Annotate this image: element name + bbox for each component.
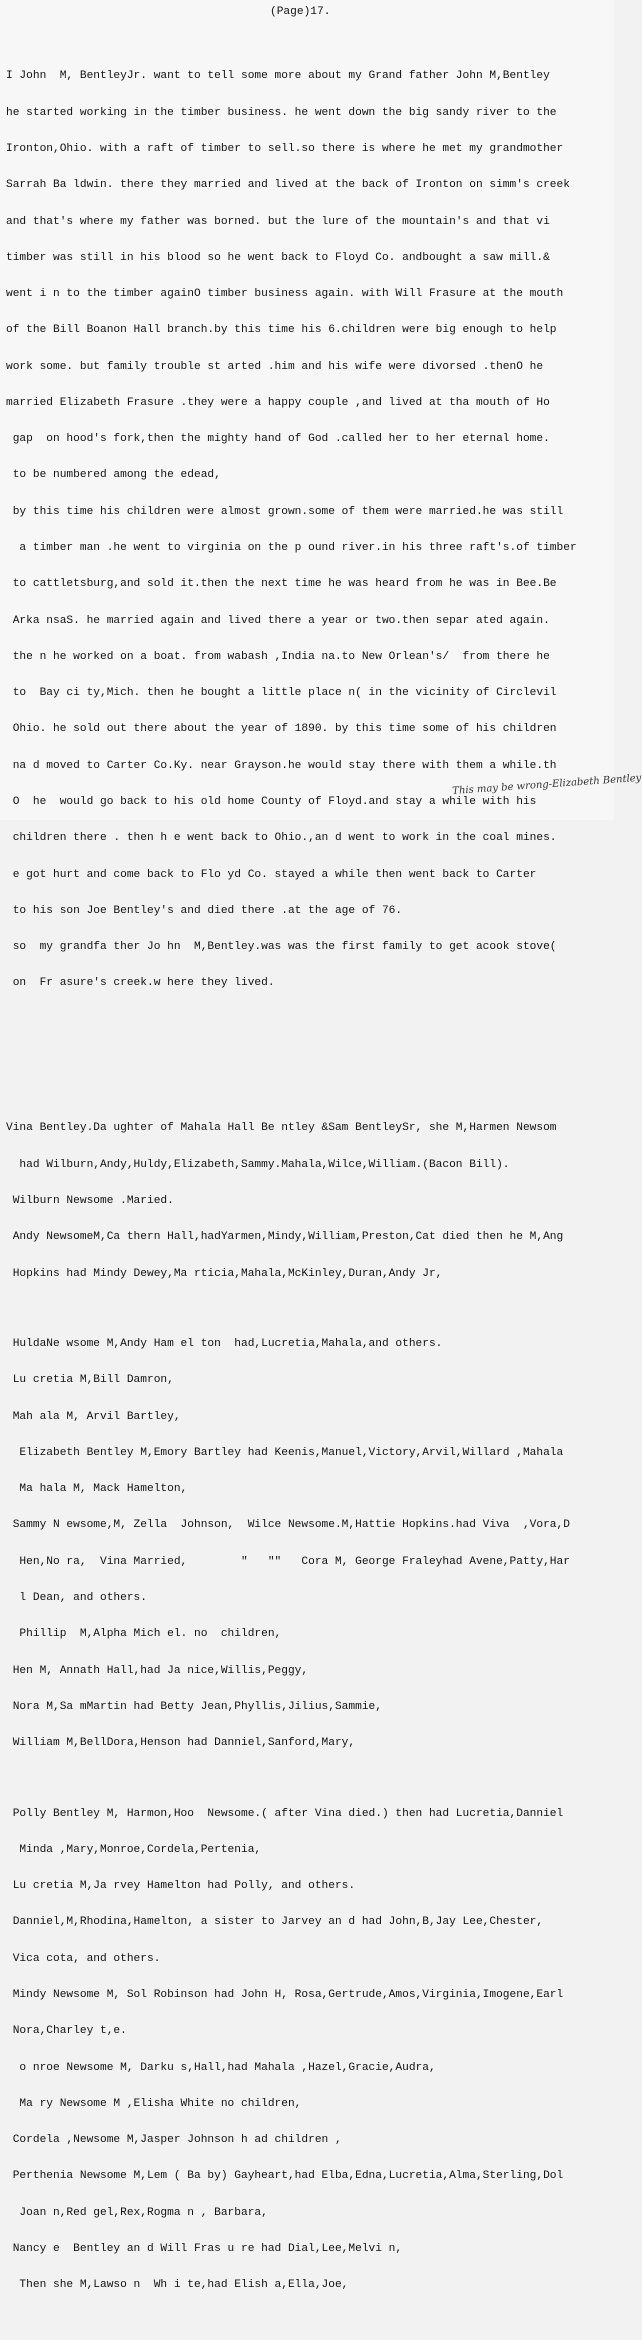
story-line: I John M, BentleyJr. want to tell some more about my Grand father John M,Bentley [6,70,550,83]
genealogy-line: Polly Bentley M, Harmon,Hoo Newsome.( after Vina died.) then had Lucretia,Danniel [6,1807,564,1820]
genealogy-line: Ma ry Newsome M ,Elisha White no children, [6,2097,302,2110]
genealogy-line: Then she M,Lawso n Wh i te,had Elish a,Ella,Joe, [6,2279,349,2292]
genealogy-line: Mah ala M, Arvil Bartley, [6,1410,181,1423]
genealogy-line: Wilburn Newsome .Maried. [6,1195,174,1207]
story-line: on Fr asure's creek.w here they lived. [6,977,275,990]
story-line: timber was still in his blood so he went back to Floyd Co. andbought a saw mill.& [6,251,550,264]
story-line: to cattletsburg,and sold it.then the next time he was heard from he was in Bee.Be [6,578,557,591]
story-line: married Elizabeth Frasure .they were a happy couple ,and lived at tha mouth of Ho [6,396,550,409]
story-line: a timber man .he went to virginia on the p ound river.in his three raft's.of timber [6,542,577,555]
story-line: to be numbered among the edead, [6,469,221,482]
genealogy-line: Ma hala M, Mack Hamelton, [6,1483,188,1496]
genealogy-line: Hen,No ra, Vina Married, " "" Cora M, George Fraleyhad Avene,Patty,Har [6,1555,570,1568]
genealogy-line: Nora,Charley t,e. [6,2025,127,2038]
genealogy-line: Nora M,Sa mMartin had Betty Jean,Phyllis,Jilius,Sammie, [6,1700,382,1713]
genealogy-line: l Dean, and others. [6,1592,147,1604]
genealogy-line: Lu cretia M,Bill Damron, [6,1374,174,1387]
genealogy-line: Andy NewsomeM,Ca thern Hall,hadYarmen,Mindy,William,Preston,Cat died then he M,Ang [6,1231,564,1244]
genealogy-section [6,1098,614,2315]
genealogy-line: Elizabeth Bentley M,Emory Bartley had Keenis,Manuel,Victory,Arvil,Willard ,Mahala [6,1446,564,1459]
story-line: na d moved to Carter Co.Ky. near Grayson.he would stay there with them a while.th [6,759,557,772]
story-line: so my grandfa ther Jo hn M,Bentley.was was the first family to get acook stove( [6,941,557,954]
story-line: children there . then h e went back to Ohio.,an d went to work in the coal mines. [6,832,557,845]
genealogy-line: Hopkins had Mindy Dewey,Ma rticia,Mahala,McKinley,Duran,Andy Jr, [6,1267,443,1280]
genealogy-line: Vina Bentley.Da ughter of Mahala Hall Be ntley &Sam BentleySr, she M,Harmen Newsom [6,1122,557,1135]
story-line: e got hurt and come back to Flo yd Co. stayed a while then went back to Carter [6,868,537,881]
story-line: of the Bill Boanon Hall branch.by this time his 6.children were big enough to help [6,324,557,337]
story-line: went i n to the timber againO timber business again. with Will Frasure at the mouth [6,288,564,301]
genealogy-line: Sammy N ewsome,M, Zella Johnson, Wilce Newsome.M,Hattie Hopkins.had Viva ,Vora,D [6,1519,570,1532]
typed-text [6,22,614,2340]
line-gap [6,1773,614,1783]
genealogy-line: William M,BellDora,Henson had Danniel,Sanford,Mary, [6,1737,356,1750]
story-line: O he would go back to his old home County of Floyd.and stay a while with his [6,796,537,808]
genealogy-line: Cordela ,Newsome M,Jasper Johnson h ad children , [6,2134,342,2147]
story-line: Ironton,Ohio. with a raft of timber to sell.so there is where he met my grandmother [6,142,564,155]
handwritten-note: This may be wrong-Elizabeth Bentley [452,772,642,797]
story-line: he started working in the timber business. he went down the big sandy river to the [6,106,557,119]
section-gap [6,1050,614,1062]
genealogy-line: Hen M, Annath Hall,had Ja nice,Willis,Peggy, [6,1664,309,1677]
story-line: by this time his children were almost grown.some of them were married.he was still [6,505,564,518]
story-line: to Bay ci ty,Mich. then he bought a little place n( in the vicinity of Circlevil [6,687,557,700]
genealogy-line: Mindy Newsome M, Sol Robinson had John H, Rosa,Gertrude,Amos,Virginia,Imogene,Earl [6,1989,564,2001]
story-line: the n he worked on a boat. from wabash ,India na.to New Orlean's/ from there he [6,650,550,663]
genealogy-line: Minda ,Mary,Monroe,Cordela,Pertenia, [6,1843,262,1856]
genealogy-line: Joan n,Red gel,Rex,Rogma n , Barbara, [6,2206,268,2219]
story-line: Ohio. he sold out there about the year of 1890. by this time some of his children [6,723,557,736]
genealogy-line: o nroe Newsome M, Darku s,Hall,had Mahala ,Hazel,Gracie,Audra, [6,2061,436,2074]
genealogy-line: Phillip M,Alpha Mich el. no children, [6,1628,282,1641]
story-line: to his son Joe Bentley's and died there .at the age of 76. [6,904,403,917]
story-line: Sarrah Ba ldwin. there they married and lived at the back of Ironton on simm's creek [6,179,570,192]
genealogy-line: HuldaNe wsome M,Andy Ham el ton had,Lucretia,Mahala,and others. [6,1338,443,1351]
genealogy-line: Nancy e Bentley an d Will Fras u re had Dial,Lee,Melvi n, [6,2242,403,2255]
genealogy-line: Perthenia Newsome M,Lem ( Ba by) Gayheart,had Elba,Edna,Lucretia,Alma,Sterling,Dol [6,2170,564,2183]
story-line: Arka nsaS. he married again and lived there a year or two.then separ ated again. [6,614,550,627]
story-line: work some. but family trouble st arted .him and his wife were divorsed .thenO he [6,360,544,373]
genealogy-line: Vica cota, and others. [6,1952,161,1965]
line-gap [6,1304,614,1314]
story-line: and that's where my father was borned. but the lure of the mountain's and that vi [6,215,550,228]
story-section [6,46,614,1014]
genealogy-line: Danniel,M,Rhodina,Hamelton, a sister to Jarvey an d had John,B,Jay Lee,Chester, [6,1916,544,1929]
story-line: gap on hood's fork,then the mighty hand of God .called her to her eternal home. [6,433,550,446]
genealogy-line: Lu cretia M,Ja rvey Hamelton had Polly, and others. [6,1880,356,1893]
genealogy-line: had Wilburn,Andy,Huldy,Elizabeth,Sammy.Mahala,Wilce,William.(Bacon Bill). [6,1158,510,1171]
page-number: (Page)17. [270,6,331,18]
